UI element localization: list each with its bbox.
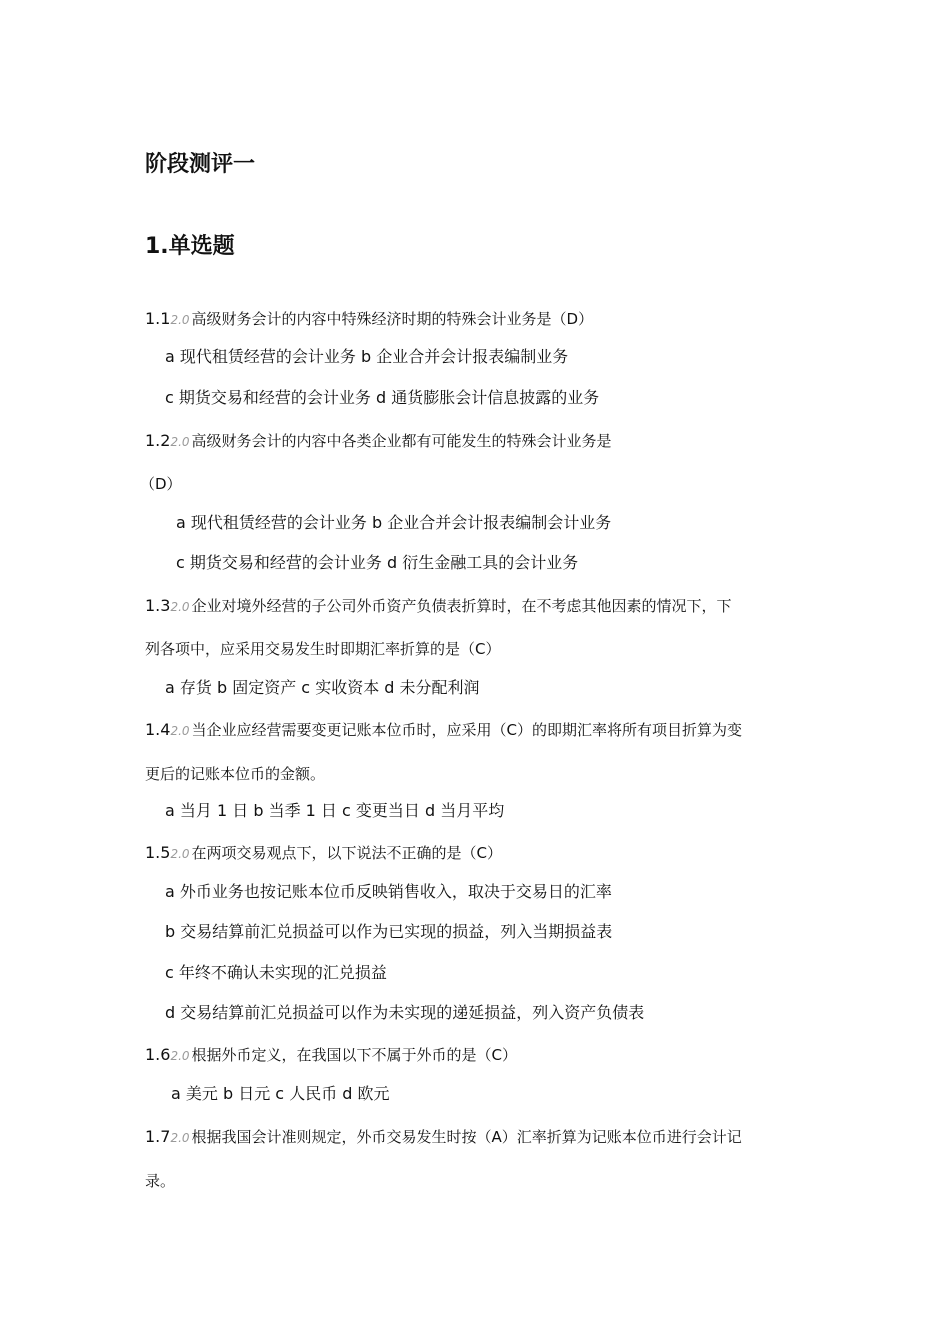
question-text: 高级财务会计的内容中特殊经济时期的特殊会计业务是（D） <box>191 310 594 328</box>
question-1-2 <box>145 430 612 453</box>
option-line: c 期货交易和经营的会计业务 d 衍生金融工具的会计业务 <box>176 553 579 572</box>
question-score: 2.0 <box>170 724 190 738</box>
question-1-3 <box>145 595 732 618</box>
question-number: 1.3 <box>145 596 171 615</box>
option-line: a 现代租赁经营的会计业务 b 企业合并会计报表编制业务 <box>165 347 569 366</box>
question-1-1 <box>145 308 593 331</box>
option-line: a 存货 b 固定资产 c 实收资本 d 未分配利润 <box>165 678 480 697</box>
question-number: 1.5 <box>145 843 171 862</box>
question-text: 企业对境外经营的子公司外币资产负债表折算时，在不考虑其他因素的情况下，下 <box>191 597 732 615</box>
question-text-continued: （D） <box>140 475 182 493</box>
option-line: d 交易结算前汇兑损益可以作为未实现的递延损益，列入资产负债表 <box>165 1003 645 1022</box>
option-line: a 现代租赁经营的会计业务 b 企业合并会计报表编制会计业务 <box>176 513 612 532</box>
question-1-7 <box>145 1126 742 1149</box>
question-score: 2.0 <box>170 1049 190 1063</box>
option-line: a 美元 b 日元 c 人民币 d 欧元 <box>171 1084 390 1103</box>
page-title: 阶段测评一 <box>145 152 256 177</box>
question-text-continued: 列各项中，应采用交易发生时即期汇率折算的是（C） <box>145 640 501 658</box>
question-score: 2.0 <box>170 435 190 449</box>
question-number: 1.4 <box>145 720 171 739</box>
question-text: 根据外币定义，在我国以下不属于外币的是（C） <box>191 1046 518 1064</box>
question-text: 高级财务会计的内容中各类企业都有可能发生的特殊会计业务是 <box>191 432 612 450</box>
option-line: a 外币业务也按记账本位币反映销售收入，取决于交易日的汇率 <box>165 882 612 901</box>
question-text-continued: 更后的记账本位币的金额。 <box>145 765 326 783</box>
option-line: c 期货交易和经营的会计业务 d 通货膨胀会计信息披露的业务 <box>165 388 600 407</box>
option-line: c 年终不确认未实现的汇兑损益 <box>165 963 387 982</box>
question-text: 在两项交易观点下，以下说法不正确的是（C） <box>191 844 503 862</box>
option-line: b 交易结算前汇兑损益可以作为已实现的损益，列入当期损益表 <box>165 922 613 941</box>
question-number: 1.1 <box>145 309 171 328</box>
question-1-6 <box>145 1044 517 1067</box>
question-text: 当企业应经营需要变更记账本位币时，应采用（C）的即期汇率将所有项目折算为变 <box>191 721 743 739</box>
section-title: 1.单选题 <box>145 234 235 259</box>
option-line: a 当月 1 日 b 当季 1 日 c 变更当日 d 当月平均 <box>165 801 505 820</box>
question-text: 根据我国会计准则规定，外币交易发生时按（A）汇率折算为记账本位币进行会计记 <box>191 1128 742 1146</box>
question-text-continued: 录。 <box>145 1172 176 1190</box>
question-1-5 <box>145 842 502 865</box>
question-score: 2.0 <box>170 847 190 861</box>
question-score: 2.0 <box>170 600 190 614</box>
question-1-4 <box>145 719 742 742</box>
question-number: 1.2 <box>145 431 171 450</box>
question-number: 1.7 <box>145 1127 171 1146</box>
question-score: 2.0 <box>170 313 190 327</box>
question-score: 2.0 <box>170 1131 190 1145</box>
question-number: 1.6 <box>145 1045 171 1064</box>
